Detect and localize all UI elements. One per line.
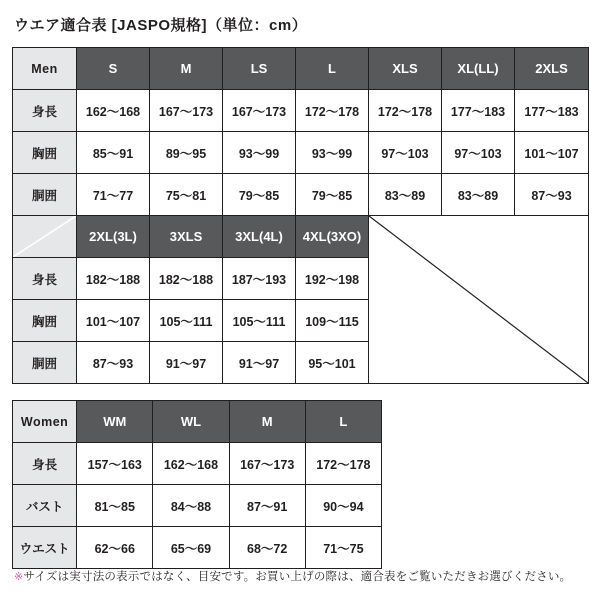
table-cell: 172〜178 [369,90,442,132]
men-size-header-xls: XLS [369,48,442,90]
diagonal-slash-icon [13,216,77,258]
table-cell: 172〜178 [305,443,381,485]
table-cell: 71〜77 [77,174,150,216]
table-cell: 83〜89 [442,174,515,216]
diagonal-line-icon [369,216,588,383]
men-row-label-waist: 胴囲 [13,174,77,216]
women-row-label-waist: ウエスト [13,527,77,569]
men-size-header-s: S [77,48,150,90]
women-size-header-l: L [305,401,381,443]
table-cell: 187〜193 [223,258,296,300]
table-cell: 182〜188 [77,258,150,300]
table-cell: 75〜81 [150,174,223,216]
men-size-header-4xl3xo: 4XL(3XO) [296,216,369,258]
women-size-header-wl: WL [153,401,229,443]
men-row-label-chest-2: 胸囲 [13,300,77,342]
table-cell: 97〜103 [442,132,515,174]
table-cell: 91〜97 [223,342,296,384]
table-cell: 84〜88 [153,485,229,527]
women-header-row [13,401,382,443]
table-cell: 172〜178 [296,90,369,132]
table-cell: 87〜91 [229,485,305,527]
table-cell: 162〜168 [153,443,229,485]
table-cell: 167〜173 [229,443,305,485]
men-header-row-2 [13,216,589,258]
women-corner-label: Women [13,401,77,443]
table-cell: 68〜72 [229,527,305,569]
empty-diagonal-block [369,216,589,384]
women-size-header-m: M [229,401,305,443]
men-header-row-1 [13,48,589,90]
women-row-label-height: 身長 [13,443,77,485]
asterisk-icon: ※ [14,570,24,583]
men-size-header-l: L [296,48,369,90]
table-cell: 71〜75 [305,527,381,569]
table-row [13,527,382,569]
men-row-label-chest: 胸囲 [13,132,77,174]
table-cell: 97〜103 [369,132,442,174]
table-cell: 192〜198 [296,258,369,300]
table-cell: 79〜85 [296,174,369,216]
table-row [13,443,382,485]
men-row-label-height: 身長 [13,90,77,132]
men-size-header-xl: XL(LL) [442,48,515,90]
table-cell: 90〜94 [305,485,381,527]
women-size-header-wm: WM [77,401,153,443]
table-cell: 182〜188 [150,258,223,300]
men-size-header-2xl3l: 2XL(3L) [77,216,150,258]
diagonal-line-icon [13,216,76,257]
table-cell: 109〜115 [296,300,369,342]
men-size-header-3xl4l: 3XL(4L) [223,216,296,258]
page-title: ウエア適合表 [JASPO規格]（単位：cm） [14,17,308,34]
men-size-header-3xls: 3XLS [150,216,223,258]
table-row [13,132,589,174]
table-cell: 79〜85 [223,174,296,216]
men-size-header-2xls: 2XLS [515,48,589,90]
table-cell: 91〜97 [150,342,223,384]
table-cell: 105〜111 [223,300,296,342]
table-cell: 177〜183 [442,90,515,132]
footnote [14,569,571,586]
table-cell: 87〜93 [77,342,150,384]
table-cell: 177〜183 [515,90,589,132]
table-cell: 87〜93 [515,174,589,216]
footnote-text: サイズは実寸法の表示ではなく、目安です。お買い上げの際は、適合表をご覧いただきお選びください。 [23,570,572,583]
table-cell: 89〜95 [150,132,223,174]
women-size-table [12,400,382,569]
men-row-label-height-2: 身長 [13,258,77,300]
table-cell: 105〜111 [150,300,223,342]
table-cell: 65〜69 [153,527,229,569]
table-cell: 93〜99 [296,132,369,174]
men-size-header-m: M [150,48,223,90]
women-row-label-bust: バスト [13,485,77,527]
table-spacer [12,384,588,400]
table-cell: 162〜168 [77,90,150,132]
men-size-header-ls: LS [223,48,296,90]
table-row [13,90,589,132]
table-row [13,485,382,527]
table-cell: 93〜99 [223,132,296,174]
table-cell: 95〜101 [296,342,369,384]
table-cell: 81〜85 [77,485,153,527]
table-cell: 83〜89 [369,174,442,216]
table-cell: 167〜173 [150,90,223,132]
men-row-label-waist-2: 胴囲 [13,342,77,384]
table-cell: 101〜107 [77,300,150,342]
table-cell: 167〜173 [223,90,296,132]
table-cell: 85〜91 [77,132,150,174]
table-row [13,174,589,216]
table-cell: 101〜107 [515,132,589,174]
men-corner-label: Men [13,48,77,90]
table-cell: 62〜66 [77,527,153,569]
men-size-table [12,47,589,384]
table-cell: 157〜163 [77,443,153,485]
